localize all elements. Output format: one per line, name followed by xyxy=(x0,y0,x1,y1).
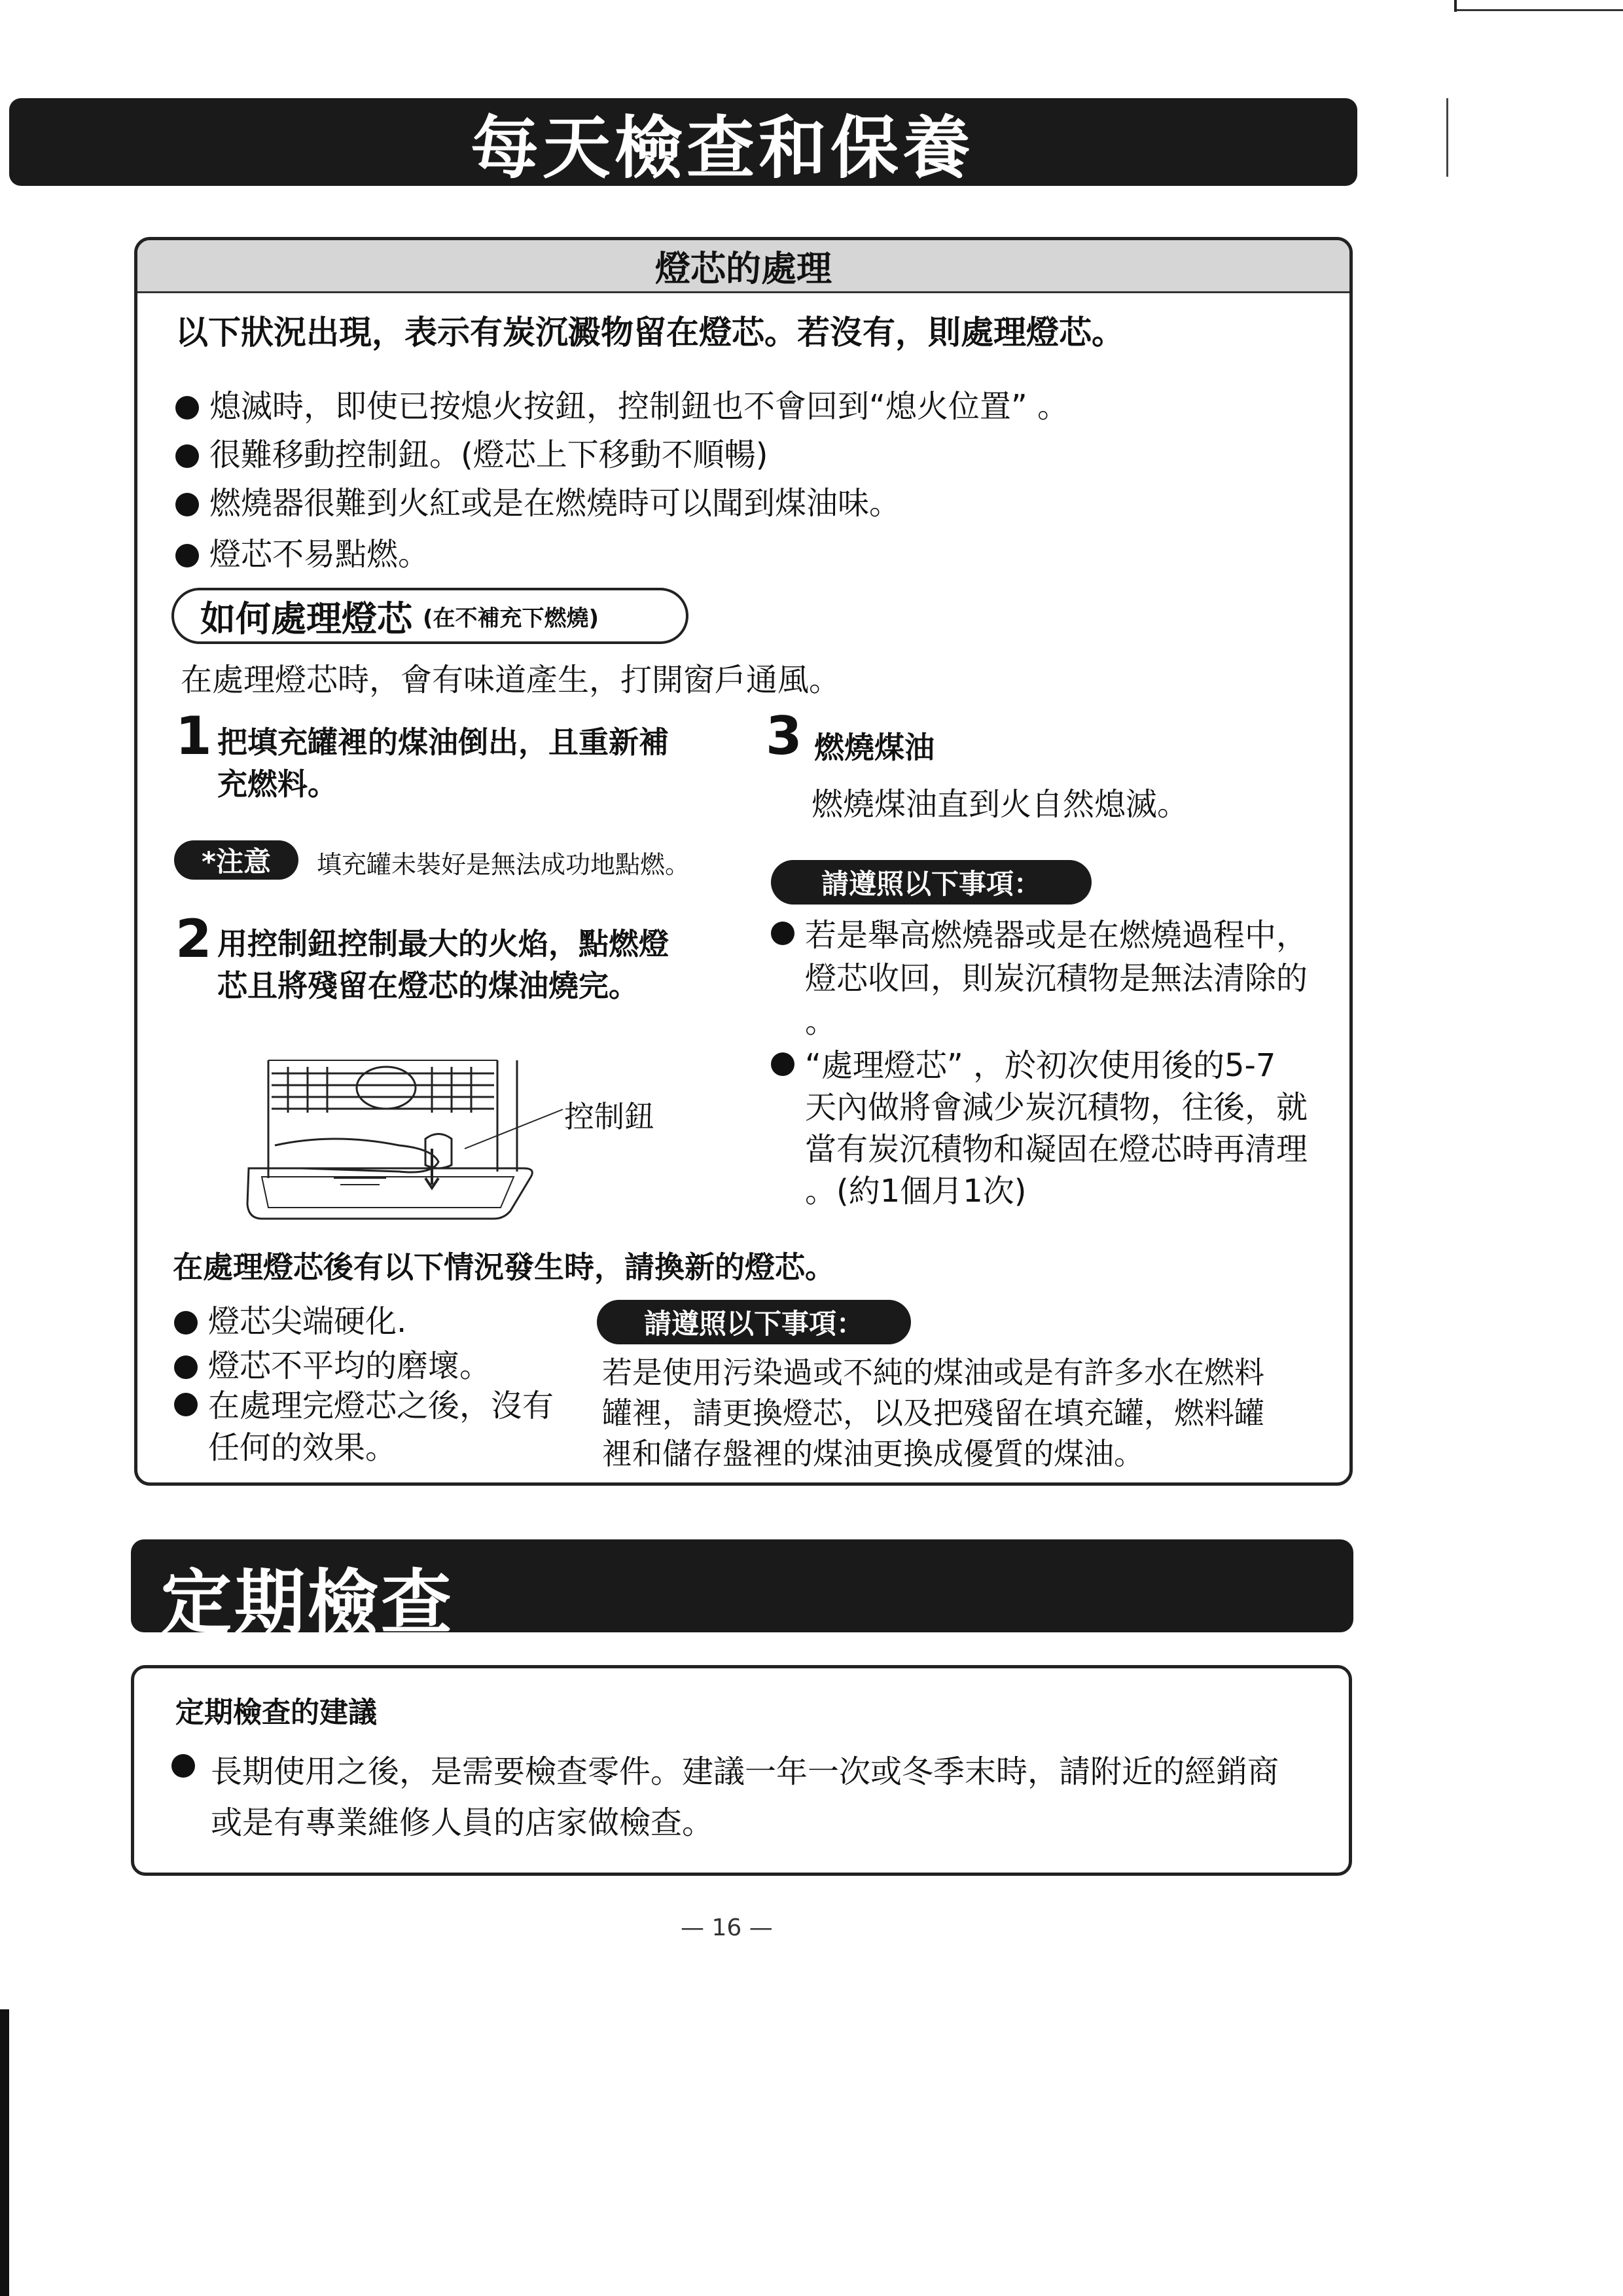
step3-text: 燃燒煤油直到火自然熄滅。 xyxy=(812,786,1189,823)
scan-fold-mark xyxy=(1446,98,1448,177)
control-knob-label: 控制鈕 xyxy=(564,1099,654,1134)
step3-number: 3 xyxy=(766,706,802,766)
caution-badge: *注意 xyxy=(174,840,298,880)
step2-number: 2 xyxy=(175,908,212,969)
page-title: 每天檢查和保養 xyxy=(470,108,974,188)
symptom-item: 燃燒器很難到火紅或是在燃燒時可以聞到煤油味。 xyxy=(175,478,901,523)
bullet-icon xyxy=(174,1393,198,1416)
symptom-item: 熄滅時，即使已按熄火按鈕，控制鈕也不會回到“熄火位置” 。 xyxy=(175,381,1069,426)
periodic-title: 定期檢查 xyxy=(161,1562,455,1644)
scan-shadow xyxy=(0,2009,9,2296)
step1-text: 把填充罐裡的煤油倒出，且重新補 充燃料。 xyxy=(217,725,669,802)
howto-subtitle: (在不補充下燃燒) xyxy=(423,605,599,632)
page-title-bar xyxy=(9,98,1357,186)
replace-item: 燈芯不平均的磨壞。 xyxy=(174,1340,491,1386)
periodic-heading: 定期檢查的建議 xyxy=(175,1696,377,1729)
replace-observe-badge: 請遵照以下事項： xyxy=(597,1300,911,1344)
wick-section-heading: 燈芯的處理 xyxy=(137,240,1349,293)
scan-edge-line xyxy=(1457,9,1623,11)
symptom-item: 燈芯不易點燃。 xyxy=(175,529,429,574)
howto-title: 如何處理燈芯 xyxy=(200,598,412,639)
heater-illustration xyxy=(236,1047,576,1224)
step3-title: 燃燒煤油 xyxy=(814,730,935,765)
replace-observe-text: 若是使用污染過或不純的煤油或是有許多水在燃料 罐裡，請更換燈芯，以及把殘留在填充罐，燃料罐 裡和儲存盤裡的煤油更換成優質的煤油。 xyxy=(602,1355,1264,1471)
bullet-icon xyxy=(171,1754,195,1778)
bullet-icon xyxy=(174,1355,198,1379)
replace-heading: 在處理燈芯後有以下情況發生時，請換新的燈芯。 xyxy=(173,1249,835,1285)
step1-number: 1 xyxy=(175,706,212,766)
symptom-item: 很難移動控制鈕。(燈芯上下移動不順暢) xyxy=(175,429,768,475)
page-number: — 16 — xyxy=(681,1914,773,1941)
bullet-icon xyxy=(771,1052,794,1076)
howto-note: 在處理燈芯時，會有味道產生，打開窗戶通風。 xyxy=(181,662,841,698)
replace-item: 燈芯尖端硬化. xyxy=(174,1296,406,1341)
periodic-title-bar xyxy=(131,1539,1353,1644)
step2-text: 用控制鈕控制最大的火焰，點燃燈 芯且將殘留在燈芯的煤油燒完。 xyxy=(217,926,669,1003)
observe-badge: 請遵照以下事項： xyxy=(771,860,1092,905)
howto-label xyxy=(171,588,688,644)
bullet-icon xyxy=(175,444,199,468)
bullet-icon xyxy=(771,922,794,945)
caution-text: 填充罐未裝好是無法成功地點燃。 xyxy=(317,850,690,879)
bullet-icon xyxy=(175,493,199,516)
wick-intro: 以下狀況出現，表示有炭沉澱物留在燈芯。若沒有，則處理燈芯。 xyxy=(175,314,1124,351)
bullet-icon xyxy=(175,544,199,567)
bullet-icon xyxy=(175,396,199,420)
bullet-icon xyxy=(174,1311,198,1335)
